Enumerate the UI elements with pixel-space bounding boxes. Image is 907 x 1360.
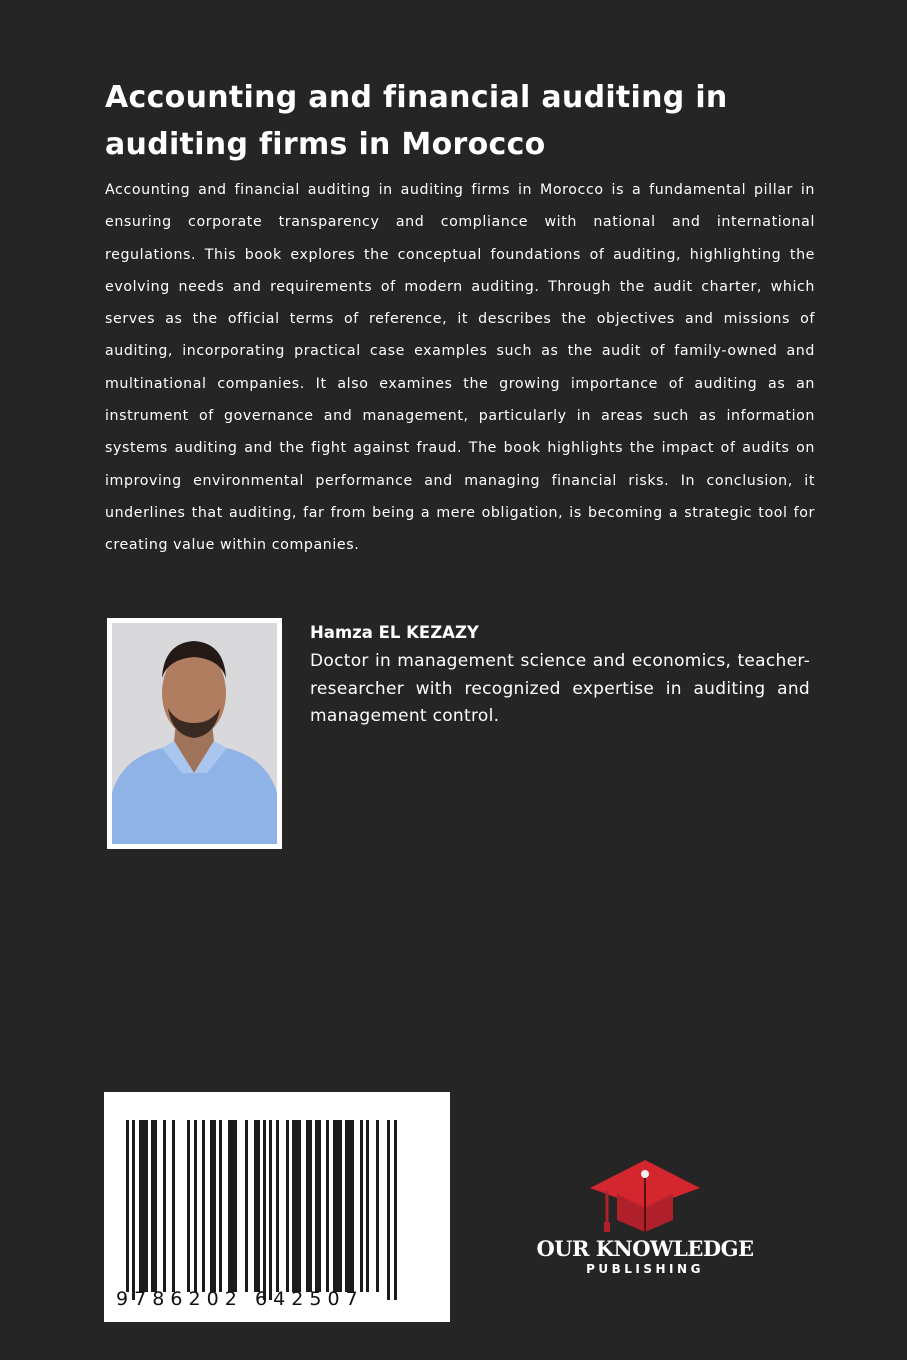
- isbn-barcode: [104, 1092, 450, 1322]
- book-title: Accounting and financial auditing in auditing firms in Morocco: [105, 80, 728, 162]
- publisher-logo: [532, 1158, 762, 1283]
- graduation-cap-icon: [532, 1158, 758, 1238]
- publisher-subtitle: PUBLISHING: [586, 1262, 704, 1276]
- author-photo-frame: [107, 618, 282, 849]
- publisher-name: OUR KNOWLEDGE: [536, 1236, 754, 1261]
- author-photo: [112, 623, 277, 844]
- isbn-digits: 9 7 8 6 2 0 2 6 4 2 5 0 7: [116, 1288, 358, 1310]
- author-bio: Doctor in management science and economics, teacher-researcher with recognized expertise in auditing and management control.: [310, 651, 810, 726]
- author-name: Hamza EL KEZAZY: [310, 623, 479, 642]
- book-blurb: Accounting and financial auditing in auditing firms in Morocco is a fundamental pillar in ensuring corporate transparency and compliance with national and international regulations. This book explores the conceptual foundations of auditing, highlighting the evolving needs and requirements of modern auditing. Through the audit charter, which serves as the official terms of reference, it describes the objectives and missions of auditing, incorporating practical case examples such as the audit of family-owned and multinational companies. It also examines the growing importance of auditing as an instrument of governance and management, particularly in areas such as information systems auditing and the fight against fraud. The book highlights the impact of audits on improving environmental performance and managing financial risks. In conclusion, it underlines that auditing, far from being a mere obligation, is becoming a strategic tool for creating value within companies.: [105, 182, 815, 554]
- author-portrait-icon: [112, 623, 277, 844]
